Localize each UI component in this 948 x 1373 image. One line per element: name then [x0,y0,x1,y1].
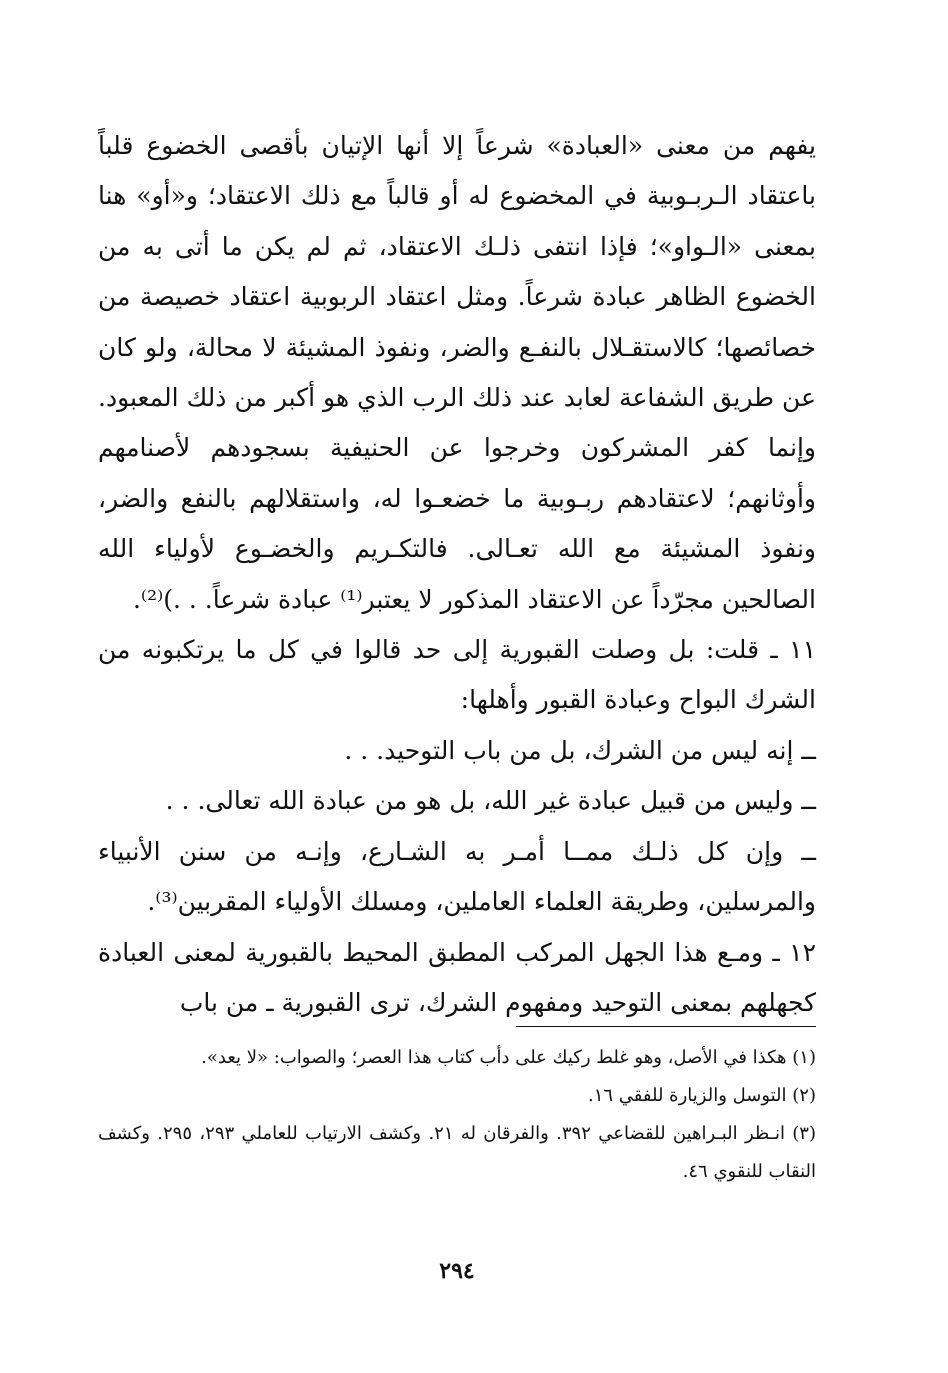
book-page [98,0,816,1373]
footnote-2: (٢) التوسل والزيارة للفقي ١٦. [587,1085,816,1106]
list-item-2: ــ وليس من قبيل عبادة غير الله، بل هو من عبادة الله تعالى. . . [165,786,816,816]
paragraph-12: ١٢ ـ ومـع هذا الجهل المركب المطبق المحيط بالقبورية لمعنى العبادة كجهلهم بمعنى التوحيد ومفهوم الشرك، ترى القبورية ـ من باب [98,937,816,1017]
list-item-3: ــ وإن كل ذلـك ممــا أمـر به الشـارع، وإنـه من سنن الأنبياء والمرسلين، وطريقة العلماء العاملين، ومسلك الأولياء المقربين⁽³⁾. [98,836,816,917]
main-text [98,121,816,1028]
paragraph-11: ١١ ـ قلت: بل وصلت القبورية إلى حد قالوا في كل ما يرتكبونه من الشرك البواح وعبادة القبور وأهلها: [98,635,816,715]
page-number: ٢٩٤ [439,1258,475,1284]
footnotes [98,1039,816,1191]
footnote-divider [516,1026,816,1027]
list-item-1: ــ إنه ليس من الشرك، بل من باب التوحيد. . . [344,735,816,765]
footnote-1: (١) هكذا في الأصل، وهو غلط ركيك على دأب كتاب هذا العصر؛ والصواب: «لا يعد». [201,1047,816,1068]
paragraph-quote: يفهم من معنى «العبادة» شرعاً إلا أنها الإتيان بأقصى الخضوع قلباً باعتقاد الـربـوبية في المخضوع له أو قالباً مع ذلك الاعتقاد؛ و«أو» هنا بمعنى «الـواو»؛ فإذا انتفى ذلـك الاعتقاد، ثم لم يكن ما أتى به من الخضوع الظاهر عبادة شرعاً. ومثل اعتقاد الربوبية اعتقاد خصيصة من خصائصها؛ كالاستقـلال بالنفـع والضر، ونفوذ المشيئة لا محالة، ولو كان عن طريق الشفاعة لعابد عند ذلك الرب الذي هو أكبر من ذلك المعبود. وإنما كفر المشركون وخرجوا عن الحنيفية بسجودهم لأصنامهم وأوثانهم؛ لاعتقادهم ربـوبية ما خضعـوا له، واستقلالهم بالنفع والضر، ونفوذ المشيئة مع الله تعـالى. فالتكـريم والخضـوع لأولياء الله الصالحين مجرّداً عن الاعتقاد المذكور لا يعتبر⁽¹⁾ عبادة شرعاً. . .)⁽²⁾. [98,131,816,614]
footnote-3: (٣) انـظر البـراهين للقضاعي ٣٩٢. والفرقان له ٢١. وكشف الارتياب للعاملي ٢٩٣، ٢٩٥. وكشف النقاب للنقوي ٤٦. [98,1123,816,1182]
